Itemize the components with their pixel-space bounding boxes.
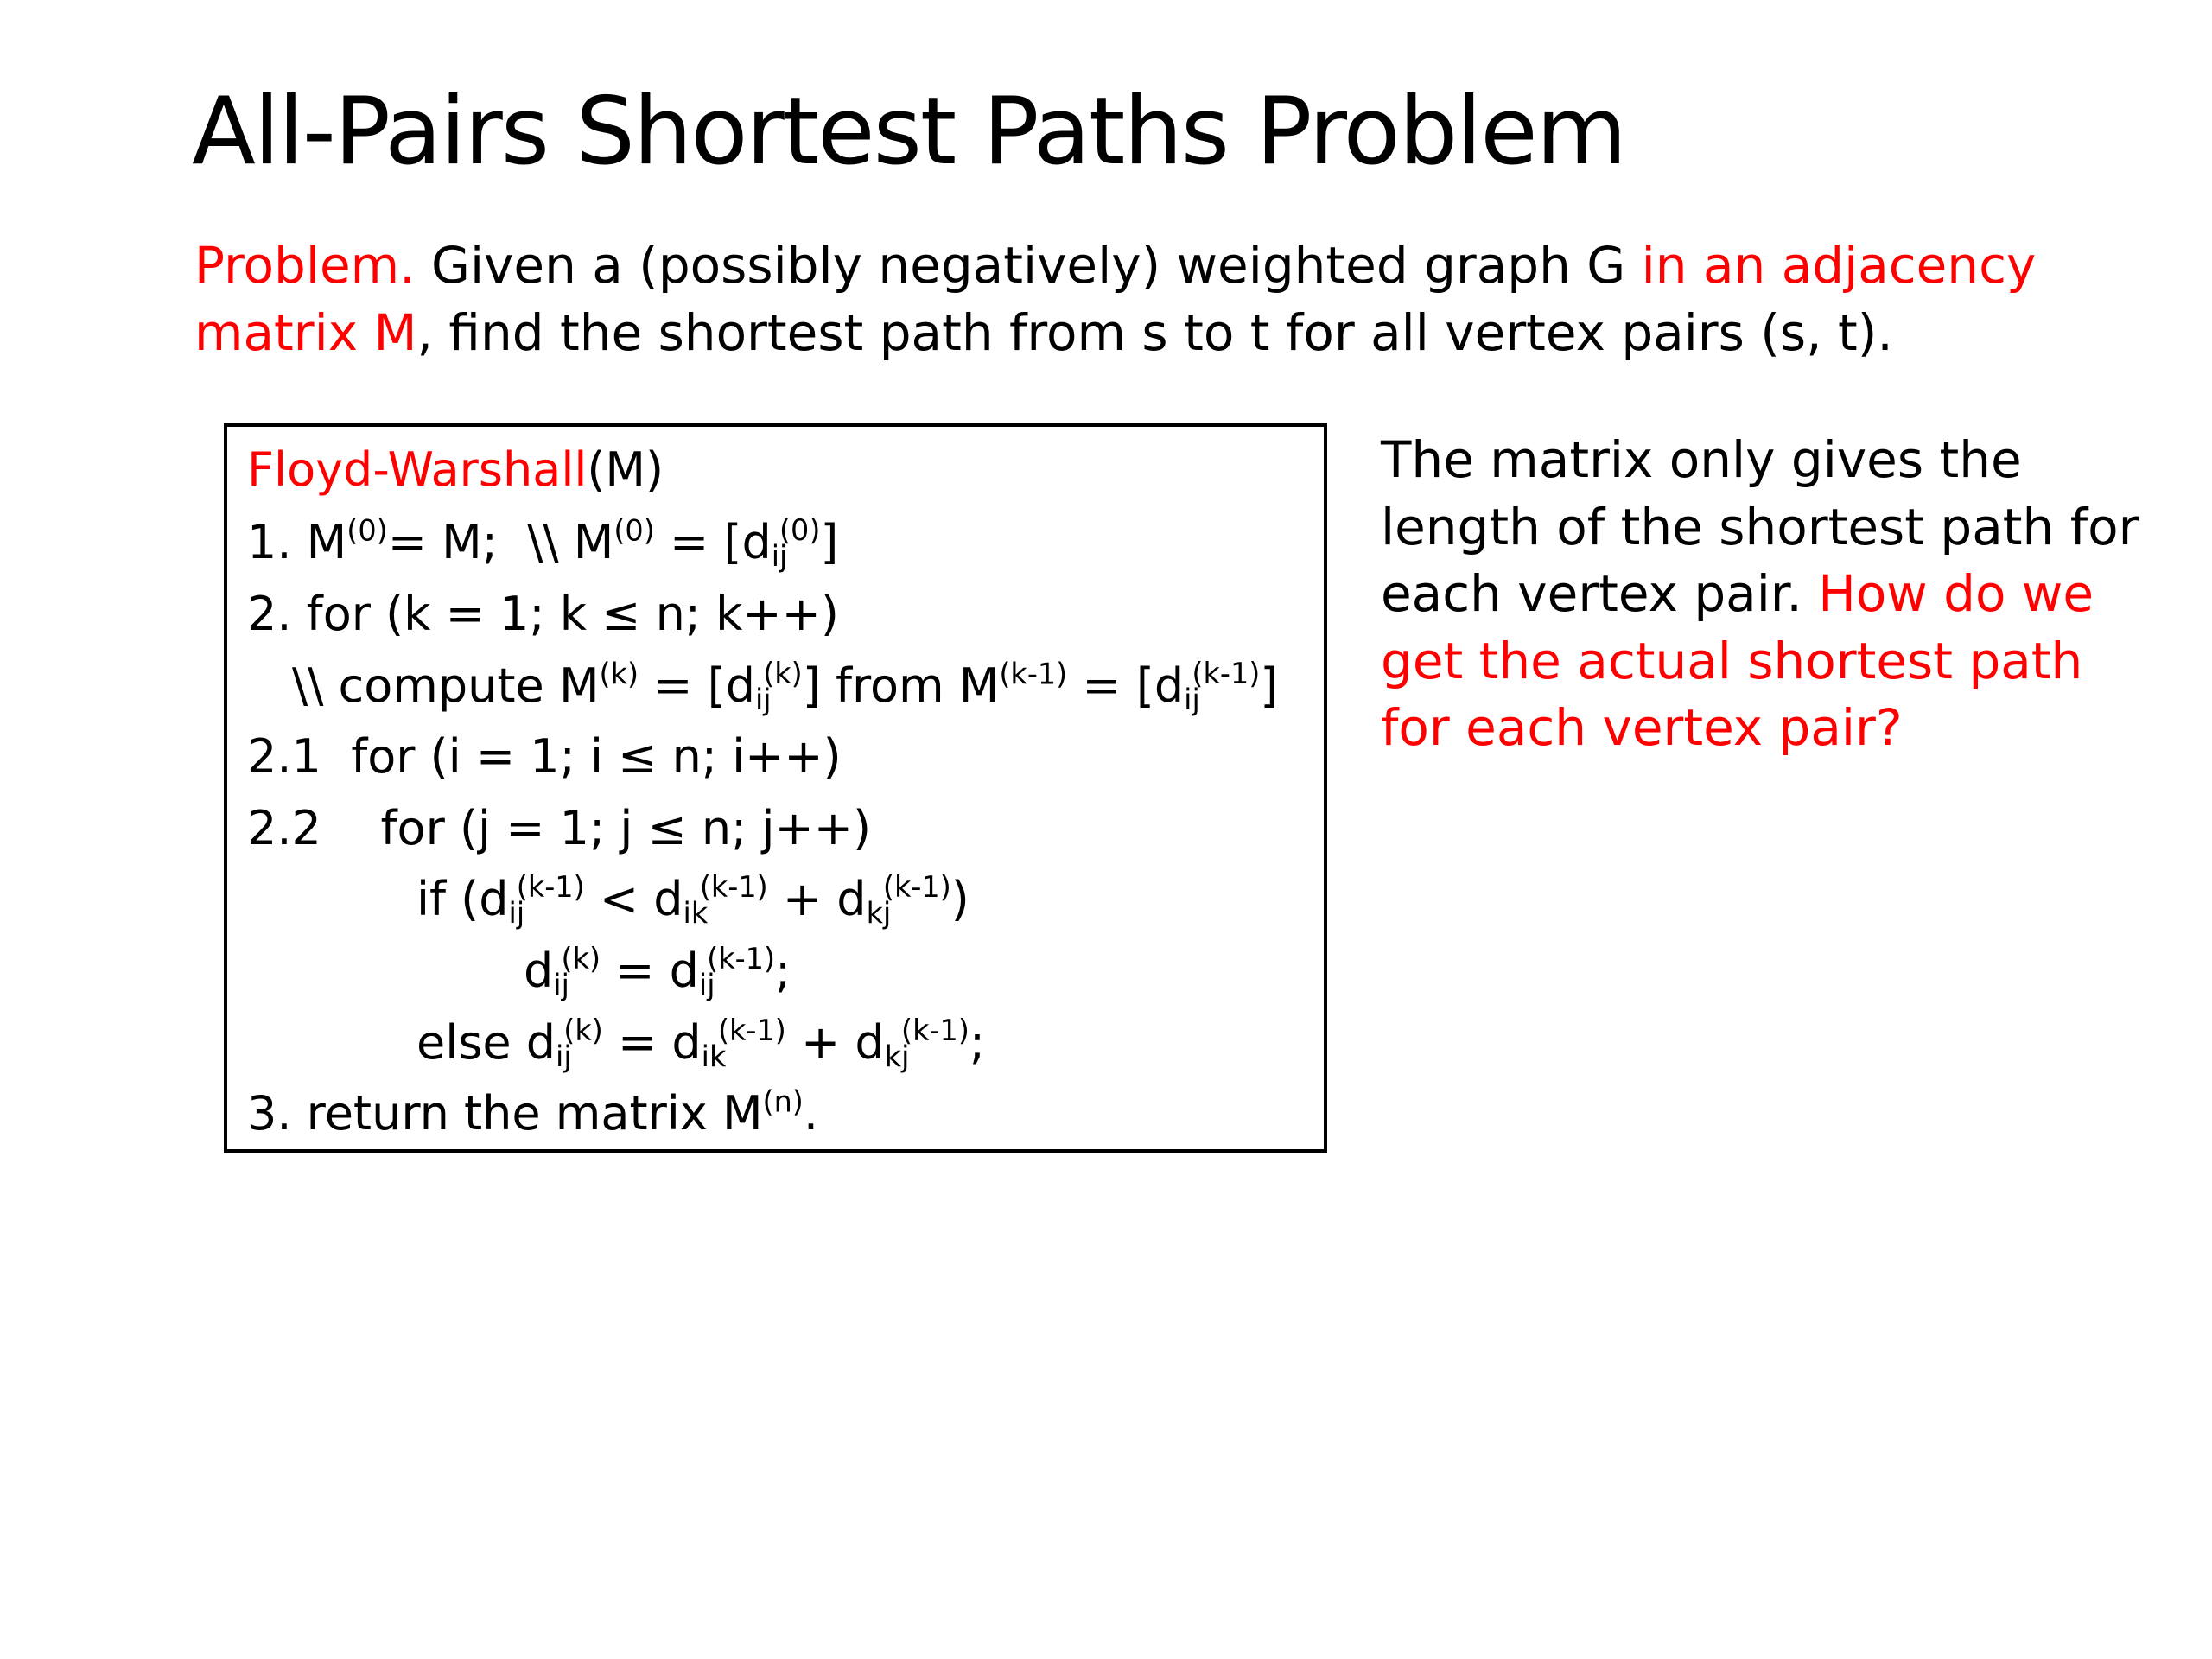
side-note (1381, 427, 2158, 762)
algorithm-line-if: if $(d_{ij}^{(k-1)} < d_{ik}^{(k-1)} + d_{kj}^{(k-1)})$ (416, 870, 969, 931)
algorithm-line-3: 3. return the matrix $M^{(n)}$. (247, 1084, 819, 1141)
algorithm-line-1: 1. $M^{(0)}= M$; \\ $M^{(0)} = [d_{ij}^{(0)}]$ (247, 513, 839, 574)
problem-highlight: in an adjacency (1641, 236, 2037, 295)
algorithm-line-else: else $d_{ij}^{(k)} = d_{ik}^{(k-1)} + d_{kj}^{(k-1)}$; (416, 1014, 986, 1074)
algorithm-line-2-2: 2.2 for (j = 1; j ≤ n; j++) (247, 801, 872, 855)
problem-text-end: , find the shortest path from s to t for all vertex pairs (s, t). (416, 303, 1893, 362)
problem-text: Given a (possibly negatively) weighted graph G (415, 236, 1642, 295)
problem-statement (194, 232, 2095, 366)
algorithm-line-2: 2. for (k = 1; k ≤ n; k++) (247, 587, 839, 641)
algorithm-arg: (M) (587, 442, 664, 497)
side-note-question: How do we get the actual shortest path for each vertex pair? (1381, 564, 2094, 757)
algorithm-name: Floyd-Warshall (247, 442, 588, 497)
side-note-text: The matrix only gives the length of the shortest path for each vertex pair. (1381, 430, 2139, 623)
algorithm-line-assign: $d_{ij}^{(k)} = d_{ij}^{(k-1)}$; (524, 942, 791, 1002)
problem-highlight-matrix: matrix M (194, 303, 417, 362)
algorithm-header (247, 444, 664, 496)
algorithm-line-2-1: 2.1 for (i = 1; i ≤ n; i++) (247, 729, 842, 784)
slide-title: All-Pairs Shortest Paths Problem (192, 78, 1625, 186)
problem-label: Problem. (194, 236, 416, 295)
algorithm-line-comment: \\ compute $M^{(k)} = [d_{ij}^{(k)}]$ from $M^{(k-1)} = [d_{ij}^{(k-1)}]$ (292, 657, 1279, 717)
